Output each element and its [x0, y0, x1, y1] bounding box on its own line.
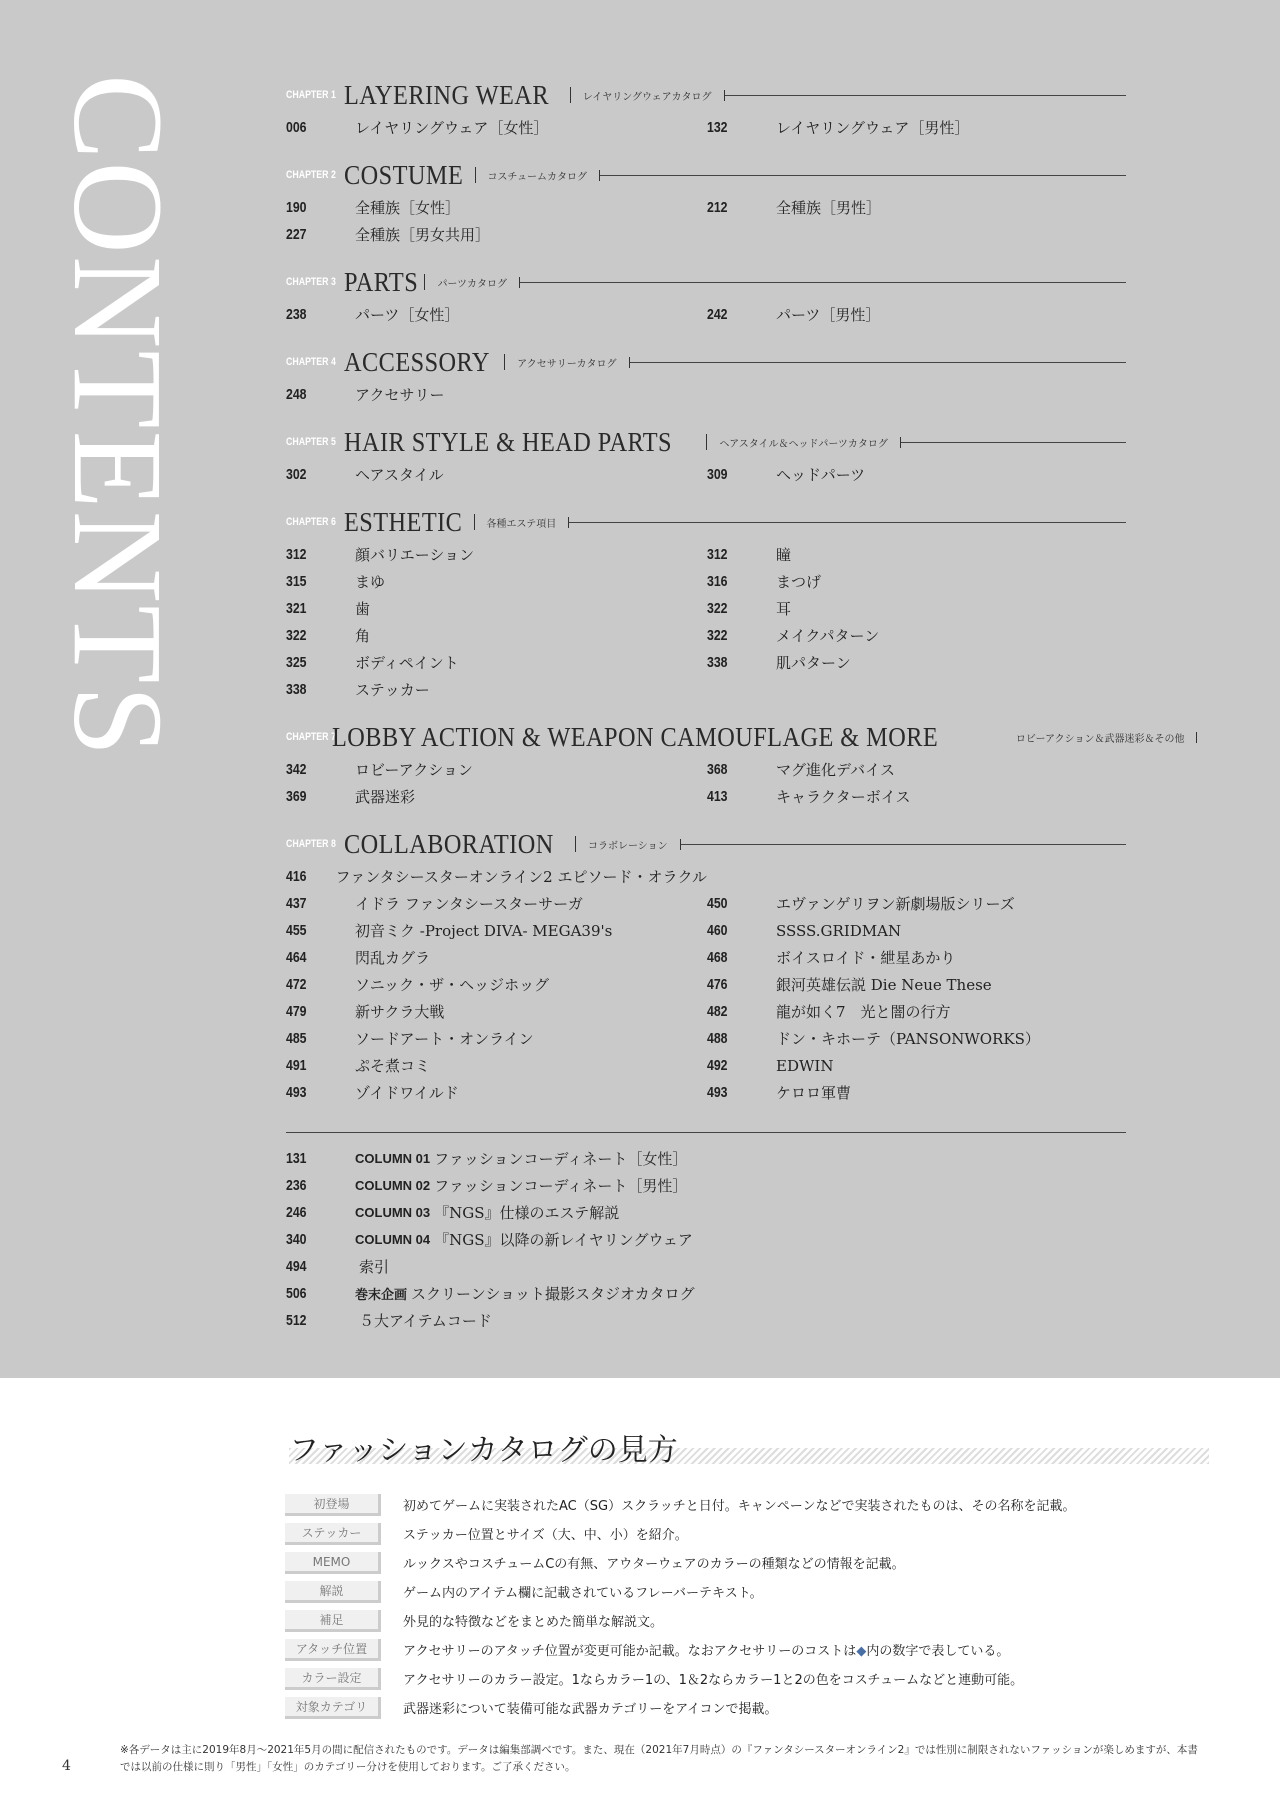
- toc-entry[interactable]: [707, 1052, 1126, 1079]
- page-number: 464: [286, 949, 307, 966]
- page-number: 236: [286, 1177, 307, 1194]
- toc-entry[interactable]: [286, 114, 707, 141]
- legend-description: ゲーム内のアイテム欄に記載されているフレーバーテキスト。: [403, 1586, 763, 1601]
- column-entry[interactable]: [286, 1307, 695, 1334]
- entry-title: ロビーアクション: [355, 761, 473, 779]
- toc-entry[interactable]: [286, 649, 707, 676]
- chapter-rule: [599, 170, 1126, 181]
- toc-entry[interactable]: [707, 541, 1126, 568]
- column-title: ５大アイテムコード: [359, 1312, 492, 1330]
- legend-row: [285, 1606, 1076, 1635]
- chapter-header[interactable]: [286, 343, 1126, 381]
- page-number: 506: [286, 1285, 307, 1302]
- page-number: 455: [286, 922, 307, 939]
- page-number: 246: [286, 1204, 307, 1221]
- chapter-subtitle: ヘアスタイル＆ヘッドパーツカタログ: [719, 438, 888, 450]
- legend-label: ステッカー: [285, 1523, 381, 1545]
- toc-entry[interactable]: [707, 595, 1126, 622]
- page-number: 488: [707, 1030, 728, 1047]
- page-number: 322: [707, 627, 728, 644]
- column-entry[interactable]: [286, 1199, 695, 1226]
- toc-entry[interactable]: [707, 944, 1126, 971]
- column-entry[interactable]: [286, 1253, 695, 1280]
- column-title: ファッションコーディネート［男性］: [434, 1177, 688, 1195]
- separator: [504, 354, 505, 370]
- chapter-subtitle: アクセサリーカタログ: [517, 358, 617, 370]
- page-number: 460: [707, 922, 728, 939]
- legend-label: MEMO: [285, 1552, 381, 1574]
- entry-title: ステッカー: [355, 681, 430, 699]
- entry-title: EDWIN: [776, 1056, 834, 1075]
- entry-list: [286, 194, 1126, 248]
- chapter-rule: [568, 517, 1126, 528]
- entry-title: ファンタシースターオンライン2 エピソード・オラクル: [335, 868, 707, 886]
- column-label: COLUMN 01: [355, 1151, 431, 1166]
- chapter-title: HAIR STYLE & HEAD PARTS: [344, 426, 672, 457]
- entry-title: まつげ: [776, 573, 822, 591]
- column-label: COLUMN 04: [355, 1232, 431, 1247]
- toc-entry[interactable]: [286, 783, 707, 810]
- page-number: 131: [286, 1150, 307, 1167]
- entry-title: ぷそ煮コミ: [355, 1057, 431, 1075]
- entry-title: 全種族［男女共用］: [355, 226, 491, 244]
- entry-list: [286, 756, 1126, 810]
- chapter-title: PARTS: [344, 266, 419, 297]
- page-number: 302: [286, 466, 307, 483]
- chapter-header[interactable]: [286, 76, 1126, 114]
- chapter-rule: [724, 90, 1126, 101]
- toc-entry[interactable]: [286, 944, 707, 971]
- page-number: 227: [286, 226, 307, 243]
- page-number: 472: [286, 976, 307, 993]
- chapter-number: CHAPTER 8: [286, 838, 336, 850]
- toc-entry[interactable]: [286, 863, 707, 890]
- entry-title: ドン・キホーテ（PANSONWORKS）: [776, 1030, 1040, 1048]
- entry-title: 角: [355, 627, 371, 645]
- page-number: 212: [707, 199, 728, 216]
- toc-entry[interactable]: [707, 890, 1126, 917]
- chapter-number: CHAPTER 4: [286, 356, 336, 368]
- page-number: 413: [707, 788, 728, 805]
- chapter-number: CHAPTER 5: [286, 436, 336, 448]
- toc-entry[interactable]: [286, 676, 707, 703]
- page-number: 482: [707, 1003, 728, 1020]
- toc-entry[interactable]: [707, 971, 1126, 998]
- entry-title: 初音ミク -Project DIVA- MEGA39's: [355, 922, 613, 940]
- toc-entry[interactable]: [286, 890, 707, 917]
- page-number: 493: [707, 1084, 728, 1101]
- toc-entry[interactable]: [286, 1025, 707, 1052]
- chapter-title: COLLABORATION: [344, 828, 554, 859]
- entry-title: ソードアート・オンライン: [355, 1030, 534, 1048]
- legend-row: [285, 1577, 1076, 1606]
- legend-row: [285, 1490, 1076, 1519]
- toc-entry[interactable]: [286, 194, 707, 221]
- chapter-header[interactable]: [286, 156, 1126, 194]
- chapter-rule: [1196, 732, 1197, 743]
- legend-label: アタッチ位置: [285, 1639, 381, 1661]
- howto-title: ファッションカタログの見方: [289, 1433, 678, 1468]
- chapter-number: CHAPTER 7: [286, 731, 336, 743]
- page-number: 369: [286, 788, 307, 805]
- page-number: 248: [286, 386, 307, 403]
- entry-title: アクセサリー: [355, 386, 445, 404]
- column-title: 『NGS』仕様のエステ解説: [434, 1204, 620, 1222]
- column-label: COLUMN 03: [355, 1205, 431, 1220]
- toc-entry[interactable]: [286, 1079, 707, 1106]
- footnote: ※各データは主に2019年8月～2021年5月の間に配信されたものです。データは編集部調べです。また、現在（2021年7月時点）の『ファンタシースターオンライン2』では性別に制限されないファッションが楽しめますが、本書では以前の仕様に則り「男性」「女性」のカテゴリー分けを使用しております。ご了承ください。: [120, 1744, 1198, 1773]
- entry-title: パーツ［男性］: [776, 306, 881, 324]
- column-entry[interactable]: [286, 1226, 695, 1253]
- legend-label: 補足: [285, 1610, 381, 1632]
- page-number: 322: [286, 627, 307, 644]
- page-number: 479: [286, 1003, 307, 1020]
- toc-entry[interactable]: [707, 998, 1126, 1025]
- entry-title: ゾイドワイルド: [355, 1084, 459, 1102]
- entry-title: 顔バリエーション: [355, 546, 475, 564]
- toc-entry[interactable]: [286, 971, 707, 998]
- column-title: ファッションコーディネート［女性］: [434, 1150, 688, 1168]
- page-number: 316: [707, 573, 728, 590]
- toc-entry[interactable]: [707, 783, 1126, 810]
- toc-entry[interactable]: [707, 194, 1126, 221]
- legend-row: [285, 1519, 1076, 1548]
- entry-title: 全種族［男性］: [776, 199, 882, 217]
- entry-title: ヘアスタイル: [355, 466, 444, 484]
- toc-entry[interactable]: [707, 917, 1126, 944]
- page-number: 491: [286, 1057, 307, 1074]
- chapter-number: CHAPTER 3: [286, 276, 336, 288]
- toc-entry[interactable]: [286, 541, 707, 568]
- toc-entry[interactable]: [286, 917, 707, 944]
- entry-title: 全種族［女性］: [355, 199, 461, 217]
- legend-label: 初登場: [285, 1494, 381, 1516]
- legend-description: アクセサリーのカラー設定。1ならカラー1の、1＆2ならカラー1と2の色をコスチュームなどと連動可能。: [403, 1673, 1024, 1688]
- toc-entry[interactable]: [707, 756, 1126, 783]
- page-number: 342: [286, 761, 307, 778]
- entry-title: マグ進化デバイス: [776, 761, 895, 779]
- chapter-header[interactable]: [286, 825, 1126, 863]
- toc-entry[interactable]: [286, 595, 707, 622]
- column-label: COLUMN 02: [355, 1178, 431, 1193]
- entry-title: 耳: [776, 600, 792, 618]
- toc-entry[interactable]: [286, 1052, 707, 1079]
- page-number: 312: [286, 546, 307, 563]
- column-title: スクリーンショット撮影スタジオカタログ: [411, 1285, 695, 1303]
- page-number: 4: [62, 1758, 71, 1774]
- toc-entry[interactable]: [286, 301, 707, 328]
- page-number: 315: [286, 573, 307, 590]
- legend-row: [285, 1693, 1076, 1722]
- page-number: 312: [707, 546, 728, 563]
- chapter-title: COSTUME: [344, 159, 464, 190]
- legend-label: 対象カテゴリ: [285, 1697, 381, 1719]
- chapter-subtitle: 各種エステ項目: [486, 518, 557, 530]
- chapter-rule: [900, 437, 1126, 448]
- separator: [575, 836, 576, 852]
- chapter-header[interactable]: [286, 423, 1126, 461]
- toc-entry[interactable]: [286, 461, 707, 488]
- page-number: 493: [286, 1084, 307, 1101]
- legend-description: 初めてゲームに実装されたAC（SG）スクラッチと日付。キャンペーンなどで実装されたものは、その名称を記載。: [403, 1499, 1076, 1514]
- toc-entry[interactable]: [707, 649, 1126, 676]
- chapter-title: LAYERING WEAR: [344, 79, 549, 110]
- toc-entry[interactable]: [707, 461, 1126, 488]
- entry-title: ケロロ軍曹: [776, 1084, 852, 1102]
- entry-title: 龍が如く7 光と闇の行方: [776, 1003, 951, 1021]
- separator: [474, 514, 475, 530]
- chapter-rule: [629, 357, 1126, 368]
- legend-description: ルックスやコスチュームCの有無、アウターウェアのカラーの種類などの情報を記載。: [403, 1557, 905, 1572]
- legend-description: アクセサリーのアタッチ位置が変更可能か記載。なおアクセサリーのコストは◆内の数字で表している。: [403, 1644, 1010, 1659]
- toc-entry[interactable]: [707, 114, 1126, 141]
- entry-title: まゆ: [355, 573, 386, 591]
- page-number: 321: [286, 600, 307, 617]
- toc-entry[interactable]: [707, 301, 1126, 328]
- entry-title: ソニック・ザ・ヘッジホッグ: [355, 976, 550, 994]
- page-number: 340: [286, 1231, 307, 1248]
- entry-title: 肌パターン: [776, 654, 851, 672]
- page-number: 190: [286, 199, 307, 216]
- page-number: 309: [707, 466, 728, 483]
- separator: [570, 87, 571, 103]
- page-number: 437: [286, 895, 307, 912]
- page-number: 468: [707, 949, 728, 966]
- legend-description: 武器迷彩について装備可能な武器カテゴリーをアイコンで掲載。: [403, 1702, 778, 1717]
- toc-entry[interactable]: [286, 756, 707, 783]
- entry-title: 新サクラ大戦: [355, 1003, 445, 1021]
- table-of-contents: [286, 76, 1185, 1121]
- entry-title: 瞳: [776, 546, 792, 564]
- page-number: 476: [707, 976, 728, 993]
- toc-entry[interactable]: [286, 221, 707, 248]
- toc-entry[interactable]: [707, 622, 1126, 649]
- chapter-header[interactable]: [286, 718, 1185, 756]
- entry-list: [286, 863, 1126, 1106]
- legend-row: [285, 1635, 1076, 1664]
- chapter-number: CHAPTER 2: [286, 169, 336, 181]
- chapter-header[interactable]: [286, 503, 1126, 541]
- legend-list: [285, 1490, 1076, 1722]
- entry-title: レイヤリングウェア［女性］: [355, 119, 549, 137]
- chapter-title: ESTHETIC: [344, 506, 463, 537]
- column-entry[interactable]: [286, 1145, 695, 1172]
- page-number: 006: [286, 119, 307, 136]
- entry-title: イドラ ファンタシースターサーガ: [355, 895, 583, 913]
- page-number: 338: [707, 654, 728, 671]
- diamond-icon: ◆: [856, 1644, 867, 1659]
- entry-title: ヘッドパーツ: [776, 466, 866, 484]
- toc-entry: [707, 863, 1126, 890]
- separator: [475, 167, 476, 183]
- legend-row: [285, 1548, 1076, 1577]
- toc-entry[interactable]: [707, 568, 1126, 595]
- column-entry[interactable]: [286, 1280, 695, 1307]
- column-list: [286, 1145, 695, 1334]
- entry-title: 歯: [355, 600, 371, 618]
- page-number: 416: [286, 868, 307, 885]
- entry-list: [286, 114, 1126, 141]
- toc-entry[interactable]: [286, 568, 707, 595]
- chapter-number: CHAPTER 6: [286, 516, 336, 528]
- entry-title: 閃乱カグラ: [355, 949, 431, 967]
- page-number: 492: [707, 1057, 728, 1074]
- legend-label: カラー設定: [285, 1668, 381, 1690]
- chapter-title: ACCESSORY: [344, 346, 490, 377]
- chapter-rule: [519, 277, 1126, 288]
- column-title: 索引: [359, 1258, 390, 1276]
- chapter-subtitle: コラボレーション: [588, 840, 668, 852]
- chapter-title: LOBBY ACTION & WEAPON CAMOUFLAGE & MORE: [332, 721, 939, 752]
- legend-description: 外見的な特徴などをまとめた簡単な解説文。: [403, 1615, 664, 1630]
- toc-entry[interactable]: [286, 381, 707, 408]
- legend-row: [285, 1664, 1076, 1693]
- page-number: 368: [707, 761, 728, 778]
- separator: [424, 274, 425, 290]
- page-number: 450: [707, 895, 728, 912]
- entry-title: キャラクターボイス: [776, 788, 911, 806]
- page-number: 338: [286, 681, 307, 698]
- chapter-subtitle: コスチュームカタログ: [487, 171, 588, 183]
- page-number: 238: [286, 306, 307, 323]
- toc-entry[interactable]: [707, 1079, 1126, 1106]
- toc-entry[interactable]: [286, 622, 707, 649]
- chapter-subtitle: ロビーアクション＆武器迷彩＆その他: [1015, 733, 1185, 745]
- divider: [286, 1132, 1126, 1133]
- entry-list: [286, 381, 1126, 408]
- page-number: 485: [286, 1030, 307, 1047]
- entry-title: レイヤリングウェア［男性］: [776, 119, 970, 137]
- entry-title: エヴァンゲリヲン新劇場版シリーズ: [776, 895, 1015, 913]
- page-number: 242: [707, 306, 728, 323]
- page-number: 325: [286, 654, 307, 671]
- chapter-rule: [680, 839, 1126, 850]
- entry-title: ボディペイント: [355, 654, 459, 672]
- toc-entry[interactable]: [286, 998, 707, 1025]
- entry-list: [286, 301, 1126, 328]
- toc-entry[interactable]: [707, 1025, 1126, 1052]
- page-number: 494: [286, 1258, 307, 1275]
- entry-list: [286, 541, 1126, 703]
- page-number: 132: [707, 119, 728, 136]
- page-number: 322: [707, 600, 728, 617]
- entry-title: メイクパターン: [776, 627, 880, 645]
- chapter-subtitle: パーツカタログ: [437, 278, 508, 290]
- chapter-header[interactable]: [286, 263, 1126, 301]
- contents-title: CONTENTS: [47, 74, 189, 759]
- column-label: 巻末企画: [355, 1287, 408, 1302]
- entry-title: 武器迷彩: [355, 788, 416, 806]
- chapter-number: CHAPTER 1: [286, 89, 336, 101]
- entry-title: ボイスロイド・紲星あかり: [776, 949, 956, 967]
- page-number: 512: [286, 1312, 307, 1329]
- entry-title: パーツ［女性］: [355, 306, 460, 324]
- entry-title: 銀河英雄伝説 Die Neue These: [776, 976, 992, 994]
- entry-title: SSSS.GRIDMAN: [776, 921, 902, 940]
- chapter-subtitle: レイヤリングウェアカタログ: [582, 91, 712, 103]
- column-title: 『NGS』以降の新レイヤリングウェア: [434, 1231, 693, 1249]
- legend-label: 解説: [285, 1581, 381, 1603]
- column-entry[interactable]: [286, 1172, 695, 1199]
- separator: [706, 434, 707, 450]
- legend-description: ステッカー位置とサイズ（大、中、小）を紹介。: [403, 1528, 688, 1543]
- entry-list: [286, 461, 1126, 488]
